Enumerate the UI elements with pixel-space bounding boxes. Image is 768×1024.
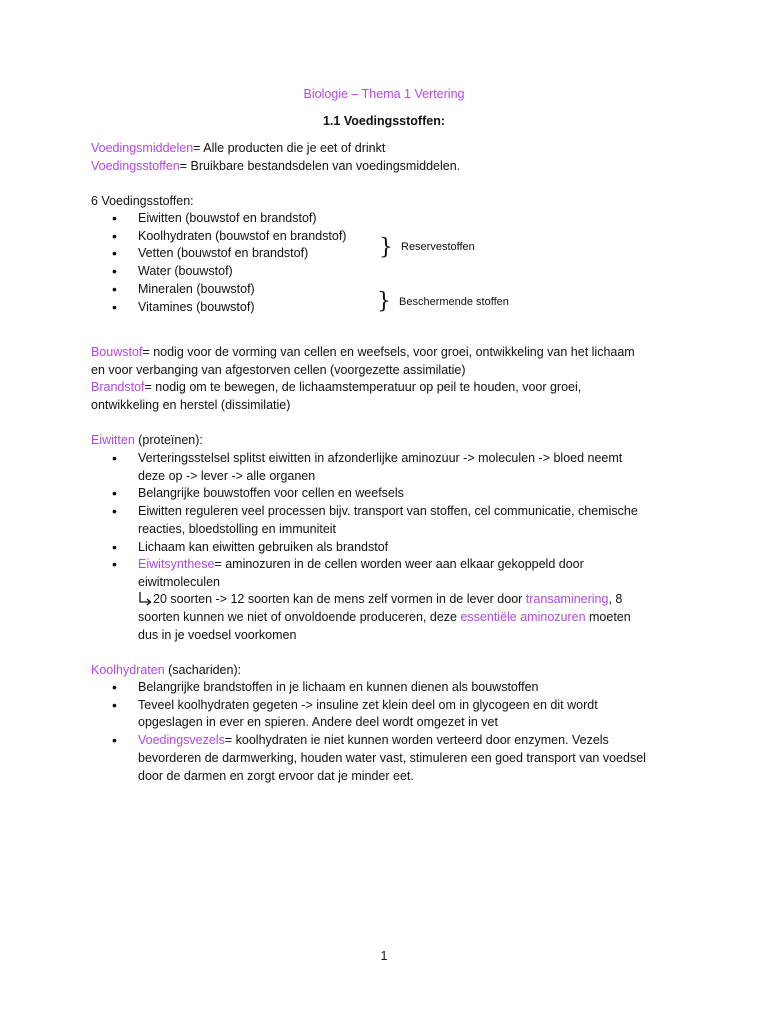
list-item xyxy=(91,697,691,732)
sub-text: soorten kunnen we niet of onvoldoende produceren, deze xyxy=(138,610,461,624)
term-essentiele-aminozuren: essentiële aminozuren xyxy=(460,610,586,624)
brandstof-line1 xyxy=(91,379,691,397)
list-item xyxy=(91,450,691,485)
item-text: deze op -> lever -> alle organen xyxy=(138,468,316,483)
def-voedingsstoffen xyxy=(91,158,691,176)
term-bouwstof: Bouwstof xyxy=(91,345,143,359)
eiwitten-sub-line1 xyxy=(138,591,738,609)
term-eiwitten: Eiwitten xyxy=(91,433,135,447)
item-text: Eiwitten reguleren veel processen bijv. transport van stoffen, cel communicatie, chemische xyxy=(138,504,638,519)
def-voedingsmiddelen xyxy=(91,140,691,158)
eiwitten-sub-line3: dus in je voedsel voorkomen xyxy=(138,628,297,642)
list-item xyxy=(91,732,691,785)
item-text: = aminozuren in de cellen worden weer aan elkaar gekoppeld door xyxy=(214,557,584,572)
brace-bescherm: } xyxy=(377,289,391,314)
koolhydraten-heading xyxy=(91,662,691,680)
turn-right-arrow-icon xyxy=(138,591,152,605)
item-text: reacties, bloedstolling en immuniteit xyxy=(138,521,337,536)
list-item: • Eiwitten (bouwstof en brandstof) xyxy=(91,210,691,228)
eiwitten-sub-line2 xyxy=(138,609,738,627)
list-item: • Lichaam kan eiwitten gebruiken als brandstof xyxy=(91,539,691,557)
brandstof-line2: ontwikkeling en herstel (dissimilatie) xyxy=(91,398,291,412)
list-item: • Koolhydraten (bouwstof en brandstof) xyxy=(91,228,691,246)
term-voedingsvezels: Voedingsvezels xyxy=(138,733,225,748)
list-item: • Water (bouwstof) xyxy=(91,263,691,281)
list-item xyxy=(91,556,691,591)
bouwstof-text: = nodig voor de vorming van cellen en weefsels, voor groei, ontwikkeling van het lichaam xyxy=(142,345,635,359)
item-text: Teveel koolhydraten gegeten -> insuline zet klein deel om in glycogeen en dit wordt xyxy=(138,697,598,712)
section-heading: 1.1 Voedingsstoffen: xyxy=(322,114,445,128)
list-item xyxy=(91,503,691,538)
list-item: • Belangrijke brandstoffen in je lichaam en kunnen dienen als bouwstoffen xyxy=(91,679,691,697)
list-item: • Belangrijke bouwstoffen voor cellen en weefsels xyxy=(91,485,691,503)
bouwstof-line1 xyxy=(91,344,691,362)
term-transaminering: transaminering xyxy=(525,592,609,606)
koolhydraten-list xyxy=(91,679,691,785)
def-text: = Alle producten die je eet of drinkt xyxy=(193,141,386,155)
item-text: Verteringsstelsel splitst eiwitten in afzonderlijke aminozuur -> moleculen -> bloed neemt xyxy=(138,451,623,465)
note-beschermende-stoffen: Beschermende stoffen xyxy=(399,296,509,308)
doc-title: Biologie – Thema 1 Vertering xyxy=(303,87,465,101)
six-heading: 6 Voedingsstoffen: xyxy=(91,194,194,208)
sub-text: 20 soorten -> 12 soorten kan de mens zelf vormen in de lever door xyxy=(153,592,526,606)
list-item: • Vitamines (bouwstof) xyxy=(91,299,691,317)
brandstof-text: = nodig om te bewegen, de lichaamstemperatuur op peil te houden, voor groei, xyxy=(144,380,582,394)
six-list xyxy=(91,210,691,316)
item-text: bevorderen de darmwerking, houden water vast, stimuleren een goed transport van voedsel xyxy=(138,750,646,765)
note-reservestoffen: Reservestoffen xyxy=(401,241,475,253)
sub-text: moeten xyxy=(585,610,631,624)
page-number: 1 xyxy=(380,949,388,963)
eiwitten-list xyxy=(91,450,691,592)
term-koolhydraten: Koolhydraten xyxy=(91,663,165,677)
bouwstof-line2: en voor verbanging van afgestorven cellen (voorgezette assimilatie) xyxy=(91,363,466,377)
item-text: = koolhydraten ie niet kunnen worden verteerd door enzymen. Vezels xyxy=(224,733,609,748)
list-item: • Mineralen (bouwstof) xyxy=(91,281,691,299)
item-text: opgeslagen in ever en spieren. Andere deel wordt omgezet in vet xyxy=(138,715,498,730)
sub-text: , 8 xyxy=(608,592,623,606)
term-voedingsstoffen: Voedingsstoffen xyxy=(91,159,180,173)
def-text: = Bruikbare bestandsdelen van voedingsmiddelen. xyxy=(179,159,461,173)
item-text: eiwitmoleculen xyxy=(138,574,220,589)
brace-reserve: } xyxy=(379,235,393,260)
eiwitten-suffix: (proteïnen): xyxy=(134,433,203,447)
term-voedingsmiddelen: Voedingsmiddelen xyxy=(91,141,194,155)
koolhydraten-suffix: (sachariden): xyxy=(164,663,242,677)
list-item: • Vetten (bouwstof en brandstof) xyxy=(91,245,691,263)
eiwitten-heading xyxy=(91,432,691,450)
item-text: door de darmen en zorgt ervoor dat je minder eet. xyxy=(138,768,414,783)
term-brandstof: Brandstof xyxy=(91,380,145,394)
term-eiwitsynthese: Eiwitsynthese xyxy=(138,557,215,572)
